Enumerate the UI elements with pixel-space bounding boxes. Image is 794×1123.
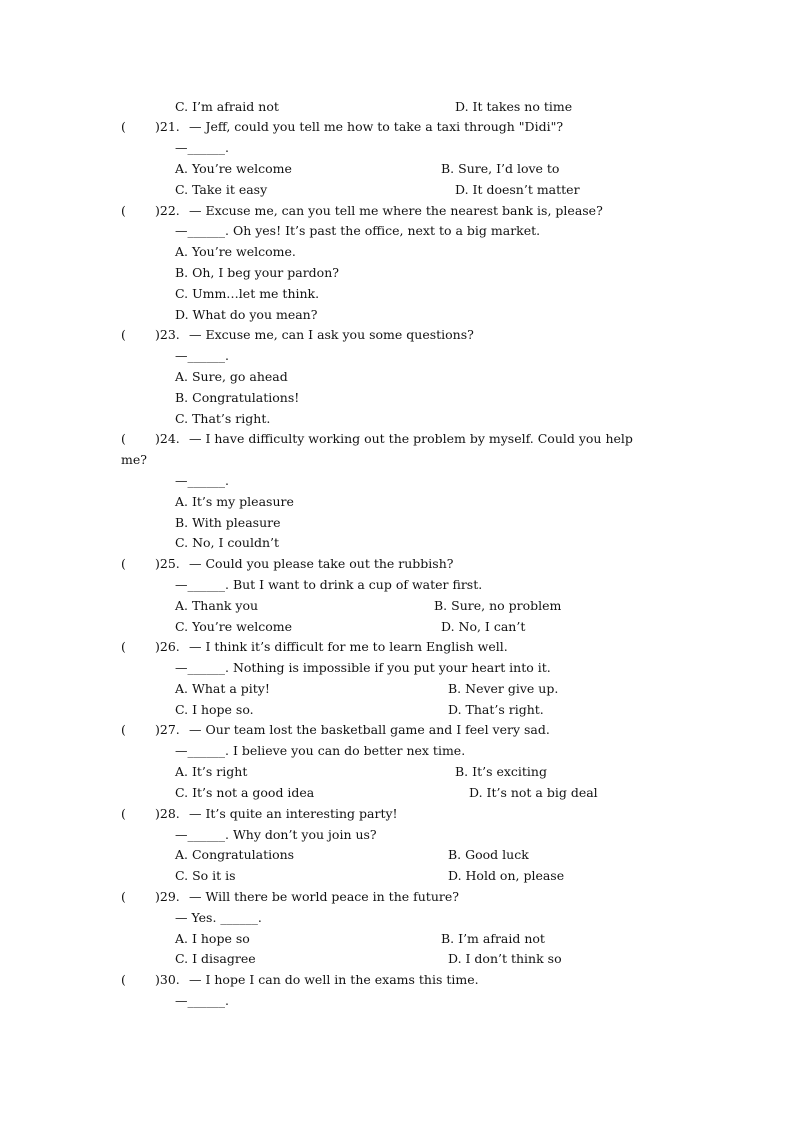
option-b: B. Good luck xyxy=(448,847,529,862)
option-a: A. What a pity! xyxy=(175,681,270,696)
option-d: D. I don’t think so xyxy=(448,951,562,966)
option-d: D. It takes no time xyxy=(455,99,573,114)
question-number: )22. xyxy=(155,203,180,218)
answer-blank: —______. I believe you can do better nex time. xyxy=(175,743,466,758)
question-number: )27. xyxy=(155,722,180,737)
answer-blank: — Yes. ______. xyxy=(175,910,262,925)
answer-blank: —______. xyxy=(175,473,229,488)
option-d: D. What do you mean? xyxy=(175,307,318,322)
answer-blank: —______. Why don’t you join us? xyxy=(175,827,377,842)
option-c: C. No, I couldn’t xyxy=(175,535,280,550)
answer-paren: ( xyxy=(121,722,126,737)
option-a: A. It’s my pleasure xyxy=(175,494,294,509)
answer-paren: ( xyxy=(121,556,126,571)
option-d: D. It doesn’t matter xyxy=(455,182,580,197)
option-a: A. You’re welcome xyxy=(175,161,292,176)
answer-blank: —______. xyxy=(175,348,229,363)
option-a: A. You’re welcome. xyxy=(175,244,296,259)
question-number: )30. xyxy=(155,972,180,987)
option-b: B. Sure, no problem xyxy=(434,598,562,613)
option-c: C. So it is xyxy=(175,868,236,883)
answer-paren: ( xyxy=(121,119,126,134)
option-a: A. Congratulations xyxy=(175,847,295,862)
answer-paren: ( xyxy=(121,972,126,987)
question-stem: — Could you please take out the rubbish? xyxy=(189,556,454,571)
option-d: D. Hold on, please xyxy=(448,868,565,883)
question-number: )21. xyxy=(155,119,180,134)
question-stem: — It’s quite an interesting party! xyxy=(189,806,398,821)
option-a: A. Sure, go ahead xyxy=(175,369,288,384)
option-c: C. It’s not a good idea xyxy=(175,785,315,800)
option-b: B. Never give up. xyxy=(448,681,559,696)
question-stem: — Our team lost the basketball game and I feel very sad. xyxy=(189,722,550,737)
option-c: C. That’s right. xyxy=(175,411,271,426)
option-b: B. It’s exciting xyxy=(455,764,547,779)
answer-blank: —______. xyxy=(175,140,229,155)
answer-paren: ( xyxy=(121,203,126,218)
option-c: C. I’m afraid not xyxy=(175,99,279,114)
question-stem: — I have difficulty working out the problem by myself. Could you help xyxy=(189,431,633,446)
question-number: )24. xyxy=(155,431,180,446)
option-d: D. That’s right. xyxy=(448,702,544,717)
answer-paren: ( xyxy=(121,889,126,904)
answer-blank: —______. But I want to drink a cup of water first. xyxy=(175,577,483,592)
question-stem-continued: me? xyxy=(121,452,147,467)
question-stem: — I think it’s difficult for me to learn English well. xyxy=(189,639,508,654)
option-b: B. I’m afraid not xyxy=(441,931,545,946)
question-stem: — Excuse me, can I ask you some questions? xyxy=(189,327,474,342)
option-c: C. Take it easy xyxy=(175,182,268,197)
option-c: C. You’re welcome xyxy=(175,619,292,634)
question-number: )25. xyxy=(155,556,180,571)
option-c: C. I hope so. xyxy=(175,702,254,717)
answer-paren: ( xyxy=(121,639,126,654)
question-stem: — Jeff, could you tell me how to take a taxi through "Didi"? xyxy=(189,119,564,134)
question-stem: — Will there be world peace in the future? xyxy=(189,889,459,904)
answer-blank: —______. xyxy=(175,993,229,1008)
option-d: D. It’s not a big deal xyxy=(469,785,598,800)
option-c: C. I disagree xyxy=(175,951,256,966)
answer-blank: —______. Nothing is impossible if you put your heart into it. xyxy=(175,660,551,675)
option-a: A. It’s right xyxy=(175,764,248,779)
option-b: B. With pleasure xyxy=(175,515,281,530)
option-a: A. Thank you xyxy=(175,598,259,613)
question-stem: — Excuse me, can you tell me where the nearest bank is, please? xyxy=(189,203,603,218)
question-number: )28. xyxy=(155,806,180,821)
answer-paren: ( xyxy=(121,431,126,446)
option-b: B. Sure, I’d love to xyxy=(441,161,560,176)
option-b: B. Oh, I beg your pardon? xyxy=(175,265,339,280)
answer-paren: ( xyxy=(121,327,126,342)
option-b: B. Congratulations! xyxy=(175,390,300,405)
option-c: C. Umm…let me think. xyxy=(175,286,320,301)
question-number: )29. xyxy=(155,889,180,904)
question-number: )26. xyxy=(155,639,180,654)
option-d: D. No, I can’t xyxy=(441,619,526,634)
answer-blank: —______. Oh yes! It’s past the office, next to a big market. xyxy=(175,223,541,238)
option-a: A. I hope so xyxy=(175,931,250,946)
question-number: )23. xyxy=(155,327,180,342)
question-stem: — I hope I can do well in the exams this time. xyxy=(189,972,479,987)
answer-paren: ( xyxy=(121,806,126,821)
